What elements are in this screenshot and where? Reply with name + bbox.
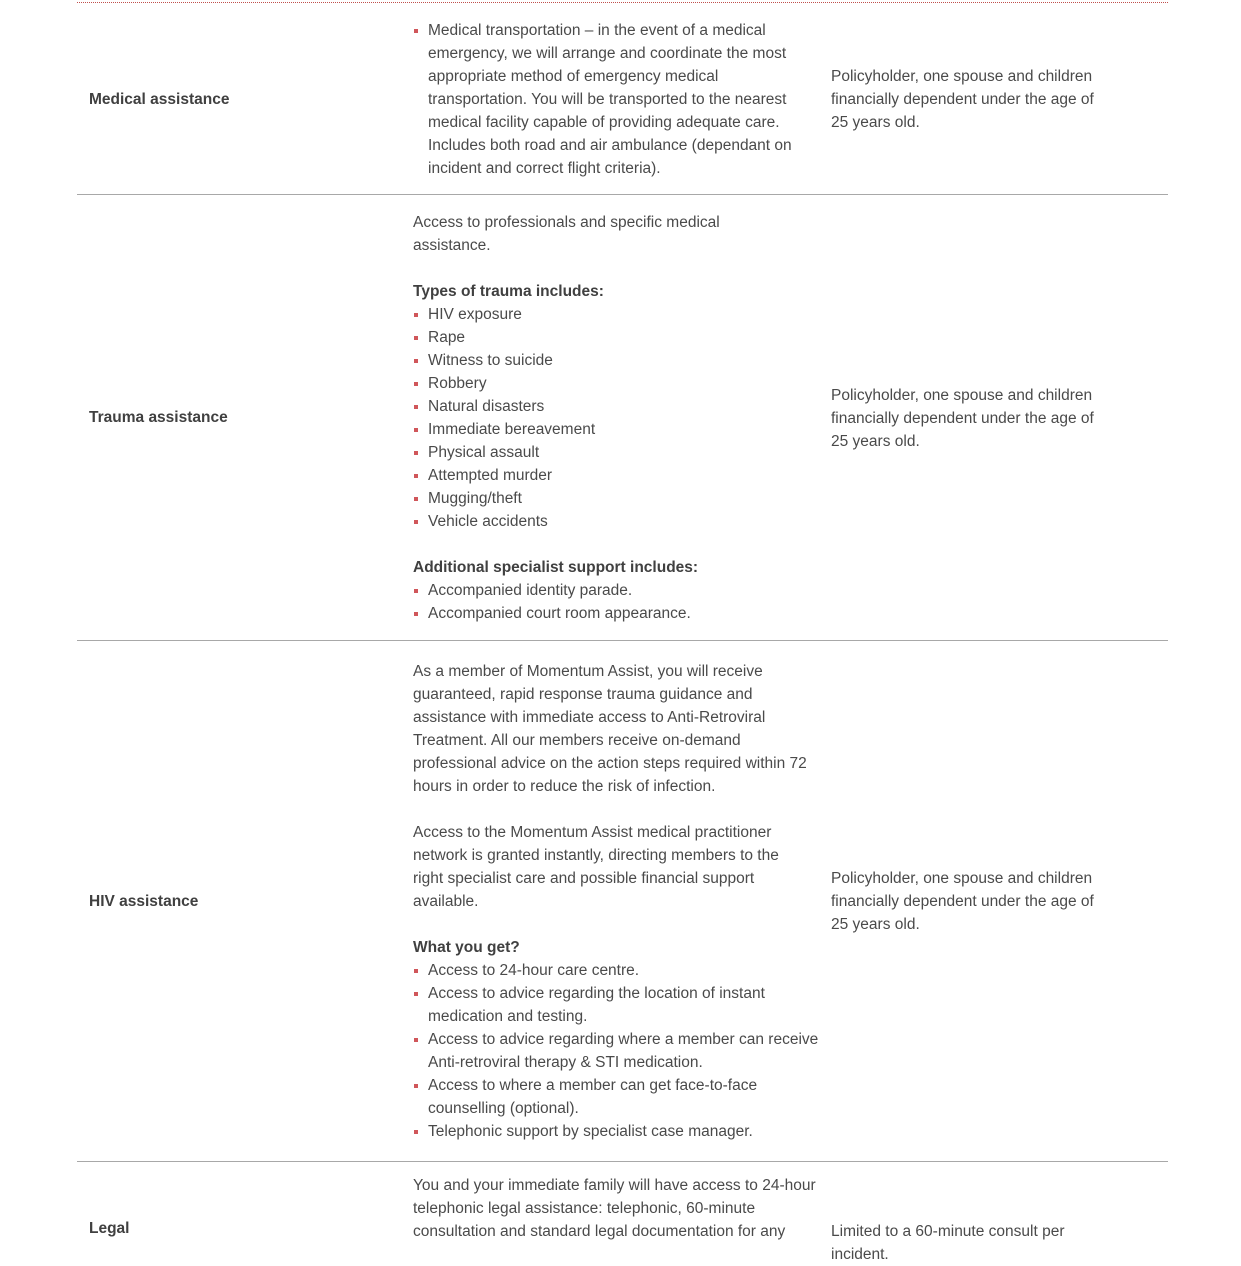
list-item-text: Accompanied court room appearance. bbox=[428, 605, 691, 622]
benefit-eligibility bbox=[819, 867, 1168, 936]
list-item-text: Medical transportation – in the event of a medical emergency, we will arrange and coordinate the most appropriate method of emergency medical transportation. You will be transported to the nearest medical facility capable of providing adequate care. Includes both road and air ambulance (dependant on incident and correct flight criteria). bbox=[428, 22, 792, 177]
list-item bbox=[413, 395, 819, 418]
bullet-icon bbox=[414, 451, 418, 455]
list-item bbox=[413, 579, 819, 602]
list-item bbox=[413, 372, 819, 395]
benefit-name: Trauma assistance bbox=[89, 409, 228, 426]
bullet-icon bbox=[414, 969, 418, 973]
list-item-text: Physical assault bbox=[428, 444, 540, 461]
list-item-text: Attempted murder bbox=[428, 467, 553, 484]
list-item-text: Immediate bereavement bbox=[428, 421, 596, 438]
bullet-icon bbox=[414, 497, 418, 501]
benefit-description bbox=[401, 211, 819, 625]
bullet-icon bbox=[414, 29, 418, 33]
support-heading: Additional specialist support includes: bbox=[413, 559, 699, 576]
list-item-text: Access to 24-hour care centre. bbox=[428, 962, 640, 979]
list-item-text: Witness to suicide bbox=[428, 352, 553, 369]
list-item bbox=[413, 418, 819, 441]
benefit-description bbox=[401, 19, 819, 180]
bullet-icon bbox=[414, 992, 418, 996]
bullet-icon bbox=[414, 1084, 418, 1088]
types-heading: Types of trauma includes: bbox=[413, 283, 604, 300]
benefit-description bbox=[401, 1174, 819, 1243]
list-item bbox=[413, 1074, 819, 1120]
bullet-icon bbox=[414, 589, 418, 593]
list-item bbox=[413, 19, 819, 180]
paragraph: Access to the Momentum Assist medical practitioner network is granted instantly, directing members to the right specialist care and possible financial support available. bbox=[413, 824, 779, 910]
list-item-text: Mugging/theft bbox=[428, 490, 522, 507]
what-you-get-list bbox=[413, 959, 819, 1143]
benefit-name: HIV assistance bbox=[89, 892, 199, 910]
list-item-text: Access to advice regarding the location of instant medication and testing. bbox=[428, 985, 765, 1025]
table-row-legal bbox=[77, 1162, 1168, 1266]
list-item bbox=[413, 487, 819, 510]
bullet-icon bbox=[414, 382, 418, 386]
bullet-icon bbox=[414, 520, 418, 524]
list-item bbox=[413, 959, 819, 982]
list-item bbox=[413, 1120, 819, 1143]
list-item-text: Access to advice regarding where a member can receive Anti-retroviral therapy & STI medication. bbox=[428, 1031, 819, 1071]
list-item-text: Robbery bbox=[428, 375, 487, 392]
bullet-icon bbox=[414, 313, 418, 317]
paragraph: You and your immediate family will have access to 24-hour telephonic legal assistance: telephonic, 60-minute consultation and standard legal documentation for any bbox=[413, 1177, 816, 1240]
benefits-table bbox=[77, 0, 1168, 1266]
list-item bbox=[413, 349, 819, 372]
eligibility-text: Limited to a 60-minute consult per incident. bbox=[831, 1223, 1065, 1263]
paragraph: As a member of Momentum Assist, you will receive guaranteed, rapid response trauma guidance and assistance with immediate access to Anti-Retroviral Treatment. All our members receive on-demand professional advice on the action steps required within 72 hours in order to reduce the risk of infection. bbox=[413, 663, 807, 795]
support-list bbox=[413, 579, 819, 625]
list-item-text: Access to where a member can get face-to-face counselling (optional). bbox=[428, 1077, 758, 1117]
benefit-eligibility bbox=[819, 384, 1168, 453]
bullet-icon bbox=[414, 428, 418, 432]
list-item-text: HIV exposure bbox=[428, 306, 522, 323]
bullet-icon bbox=[414, 612, 418, 616]
benefit-name: Legal bbox=[89, 1220, 130, 1237]
what-you-get-heading: What you get? bbox=[413, 939, 520, 956]
list-item-text: Rape bbox=[428, 329, 466, 346]
list-item-text: Accompanied identity parade. bbox=[428, 582, 633, 599]
bullet-icon bbox=[414, 1038, 418, 1042]
list-item bbox=[413, 326, 819, 349]
bullet-icon bbox=[414, 405, 418, 409]
benefit-eligibility bbox=[819, 65, 1168, 134]
list-item-text: Vehicle accidents bbox=[428, 513, 548, 530]
benefit-description bbox=[401, 660, 819, 1143]
bullet-icon bbox=[414, 336, 418, 340]
table-row-trauma-assistance bbox=[77, 195, 1168, 641]
bullet-icon bbox=[414, 1130, 418, 1134]
bullet-list bbox=[413, 19, 819, 180]
list-item bbox=[413, 510, 819, 533]
bullet-icon bbox=[414, 359, 418, 363]
benefit-eligibility bbox=[819, 1174, 1168, 1266]
benefit-name: Medical assistance bbox=[89, 90, 230, 108]
intro-text: Access to professionals and specific medical assistance. bbox=[413, 214, 720, 254]
list-item bbox=[413, 303, 819, 326]
bullet-icon bbox=[414, 474, 418, 478]
trauma-types-list bbox=[413, 303, 819, 533]
list-item bbox=[413, 602, 819, 625]
list-item bbox=[413, 441, 819, 464]
list-item-text: Natural disasters bbox=[428, 398, 545, 415]
table-row-hiv-assistance bbox=[77, 641, 1168, 1162]
list-item bbox=[413, 982, 819, 1028]
eligibility-text: Policyholder, one spouse and children financially dependent under the age of 25 years old. bbox=[831, 870, 1094, 933]
table-row-medical-assistance bbox=[77, 3, 1168, 195]
eligibility-text: Policyholder, one spouse and children financially dependent under the age of 25 years old. bbox=[831, 68, 1094, 131]
list-item bbox=[413, 464, 819, 487]
list-item-text: Telephonic support by specialist case manager. bbox=[428, 1123, 753, 1140]
list-item bbox=[413, 1028, 819, 1074]
eligibility-text: Policyholder, one spouse and children financially dependent under the age of 25 years old. bbox=[831, 386, 1094, 450]
